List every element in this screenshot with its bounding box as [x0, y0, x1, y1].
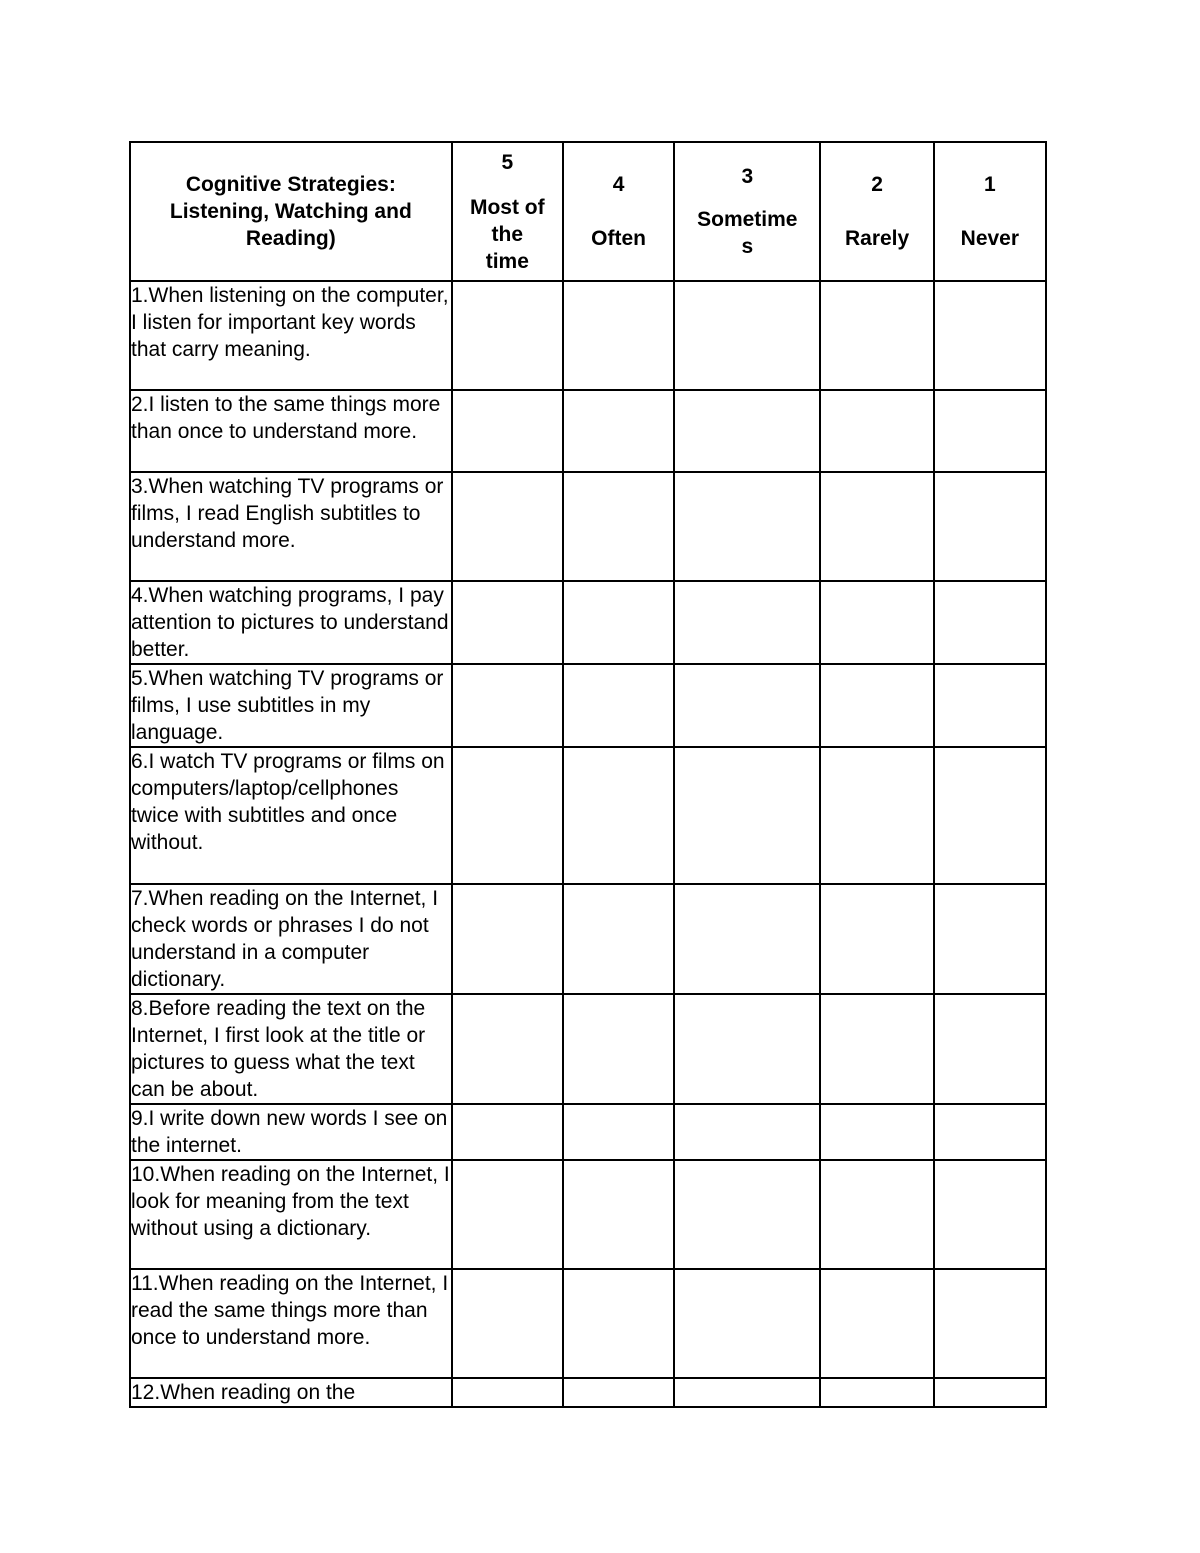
rating-cell-4[interactable]	[563, 581, 674, 664]
rating-cell-5[interactable]	[452, 884, 563, 994]
rating-cell-2[interactable]	[820, 1160, 933, 1269]
rating-cell-2[interactable]	[820, 664, 933, 747]
rating-cell-1[interactable]	[934, 1269, 1046, 1378]
rating-cell-2[interactable]	[820, 994, 933, 1104]
rating-cell-3[interactable]	[674, 1378, 820, 1407]
rating-number: 4	[612, 173, 625, 196]
header-title-line-2: Listening, Watching and	[169, 200, 412, 223]
rating-cell-4[interactable]	[563, 472, 674, 581]
rating-number: 2	[871, 173, 883, 196]
rating-header-5	[452, 142, 563, 281]
statement-cell: 5.When watching TV programs or films, I use subtitles in my language.	[130, 664, 452, 747]
rating-header-3	[674, 142, 820, 281]
statement-cell: 8.Before reading the text on the Internet, I first look at the title or pictures to guess what the text can be about.	[130, 994, 452, 1104]
table-row	[130, 581, 1046, 664]
rating-cell-1[interactable]	[934, 390, 1046, 472]
rating-cell-4[interactable]	[563, 1269, 674, 1378]
rating-label-line: s	[741, 235, 754, 258]
rating-header-2	[820, 142, 933, 281]
table-row	[130, 884, 1046, 994]
statement-cell: 12.When reading on the	[130, 1378, 452, 1407]
rating-cell-3[interactable]	[674, 472, 820, 581]
rating-cell-2[interactable]	[820, 1378, 933, 1407]
rating-cell-5[interactable]	[452, 664, 563, 747]
rating-cell-4[interactable]	[563, 747, 674, 884]
statement-cell: 1.When listening on the computer, I listen for important key words that carry meaning.	[130, 281, 452, 390]
statement-cell: 6.I watch TV programs or films on computers/laptop/cellphones twice with subtitles and once without.	[130, 747, 452, 884]
rating-cell-5[interactable]	[452, 994, 563, 1104]
rating-cell-4[interactable]	[563, 390, 674, 472]
rating-cell-1[interactable]	[934, 747, 1046, 884]
rating-cell-3[interactable]	[674, 581, 820, 664]
rating-label-line: Sometime	[697, 208, 798, 231]
rating-cell-2[interactable]	[820, 884, 933, 994]
rating-cell-5[interactable]	[452, 1269, 563, 1378]
table-row	[130, 994, 1046, 1104]
rating-cell-4[interactable]	[563, 994, 674, 1104]
rating-cell-1[interactable]	[934, 581, 1046, 664]
table-row	[130, 390, 1046, 472]
rating-cell-2[interactable]	[820, 1104, 933, 1160]
statement-cell: 7.When reading on the Internet, I check words or phrases I do not understand in a computer dictionary.	[130, 884, 452, 994]
rating-cell-4[interactable]	[563, 281, 674, 390]
rating-cell-4[interactable]	[563, 1378, 674, 1407]
rating-label-line: Never	[960, 227, 1020, 250]
rating-label-line: Rarely	[844, 227, 910, 250]
rating-label-line: the	[491, 222, 524, 246]
rating-cell-3[interactable]	[674, 1160, 820, 1269]
rating-cell-4[interactable]	[563, 1104, 674, 1160]
header-row	[130, 142, 1046, 281]
rating-header-4	[563, 142, 674, 281]
rating-label-line: Often	[591, 227, 646, 250]
table-row	[130, 1160, 1046, 1269]
table-row	[130, 1378, 1046, 1407]
table-row	[130, 472, 1046, 581]
statement-cell: 10.When reading on the Internet, I look for meaning from the text without using a dictionary.	[130, 1160, 452, 1269]
header-title-line-1: Cognitive Strategies:	[185, 173, 396, 196]
rating-header-1	[934, 142, 1046, 281]
statement-cell: 2.I listen to the same things more than once to understand more.	[130, 390, 452, 472]
rating-label-line: Most of	[469, 195, 545, 219]
rating-cell-1[interactable]	[934, 281, 1046, 390]
rating-cell-3[interactable]	[674, 664, 820, 747]
rating-cell-5[interactable]	[452, 472, 563, 581]
header-title-line-3: Reading)	[245, 227, 336, 250]
rating-cell-1[interactable]	[934, 1378, 1046, 1407]
rating-cell-3[interactable]	[674, 281, 820, 390]
rating-cell-1[interactable]	[934, 472, 1046, 581]
statement-cell: 3.When watching TV programs or films, I read English subtitles to understand more.	[130, 472, 452, 581]
rating-cell-2[interactable]	[820, 390, 933, 472]
rating-cell-3[interactable]	[674, 390, 820, 472]
table-row	[130, 1269, 1046, 1378]
rating-cell-4[interactable]	[563, 1160, 674, 1269]
rating-cell-1[interactable]	[934, 994, 1046, 1104]
rating-number: 1	[984, 173, 996, 196]
rating-cell-5[interactable]	[452, 390, 563, 472]
rating-cell-3[interactable]	[674, 994, 820, 1104]
rating-number: 5	[501, 150, 514, 174]
rating-cell-2[interactable]	[820, 581, 933, 664]
rating-cell-1[interactable]	[934, 664, 1046, 747]
rating-cell-2[interactable]	[820, 281, 933, 390]
rating-cell-1[interactable]	[934, 1104, 1046, 1160]
rating-cell-5[interactable]	[452, 1160, 563, 1269]
rating-cell-5[interactable]	[452, 281, 563, 390]
statement-cell: 9.I write down new words I see on the internet.	[130, 1104, 452, 1160]
statement-cell: 4.When watching programs, I pay attention to pictures to understand better.	[130, 581, 452, 664]
table-row	[130, 747, 1046, 884]
rating-cell-1[interactable]	[934, 884, 1046, 994]
rating-cell-3[interactable]	[674, 1269, 820, 1378]
rating-cell-5[interactable]	[452, 1104, 563, 1160]
rating-cell-2[interactable]	[820, 472, 933, 581]
rating-cell-4[interactable]	[563, 664, 674, 747]
rating-cell-5[interactable]	[452, 581, 563, 664]
rating-cell-4[interactable]	[563, 884, 674, 994]
rating-cell-5[interactable]	[452, 1378, 563, 1407]
table-row	[130, 281, 1046, 390]
statement-cell: 11.When reading on the Internet, I read the same things more than once to understand more.	[130, 1269, 452, 1378]
table-row	[130, 664, 1046, 747]
rating-cell-3[interactable]	[674, 884, 820, 994]
rating-cell-3[interactable]	[674, 1104, 820, 1160]
table-row	[130, 1104, 1046, 1160]
rating-cell-3[interactable]	[674, 747, 820, 884]
rating-cell-5[interactable]	[452, 747, 563, 884]
rating-cell-2[interactable]	[820, 1269, 933, 1378]
rating-number: 3	[741, 165, 754, 188]
rating-label-line: time	[485, 249, 529, 273]
statement-column-header	[130, 142, 452, 281]
rating-cell-2[interactable]	[820, 747, 933, 884]
cognitive-strategies-survey-table	[129, 141, 1047, 1408]
rating-cell-1[interactable]	[934, 1160, 1046, 1269]
